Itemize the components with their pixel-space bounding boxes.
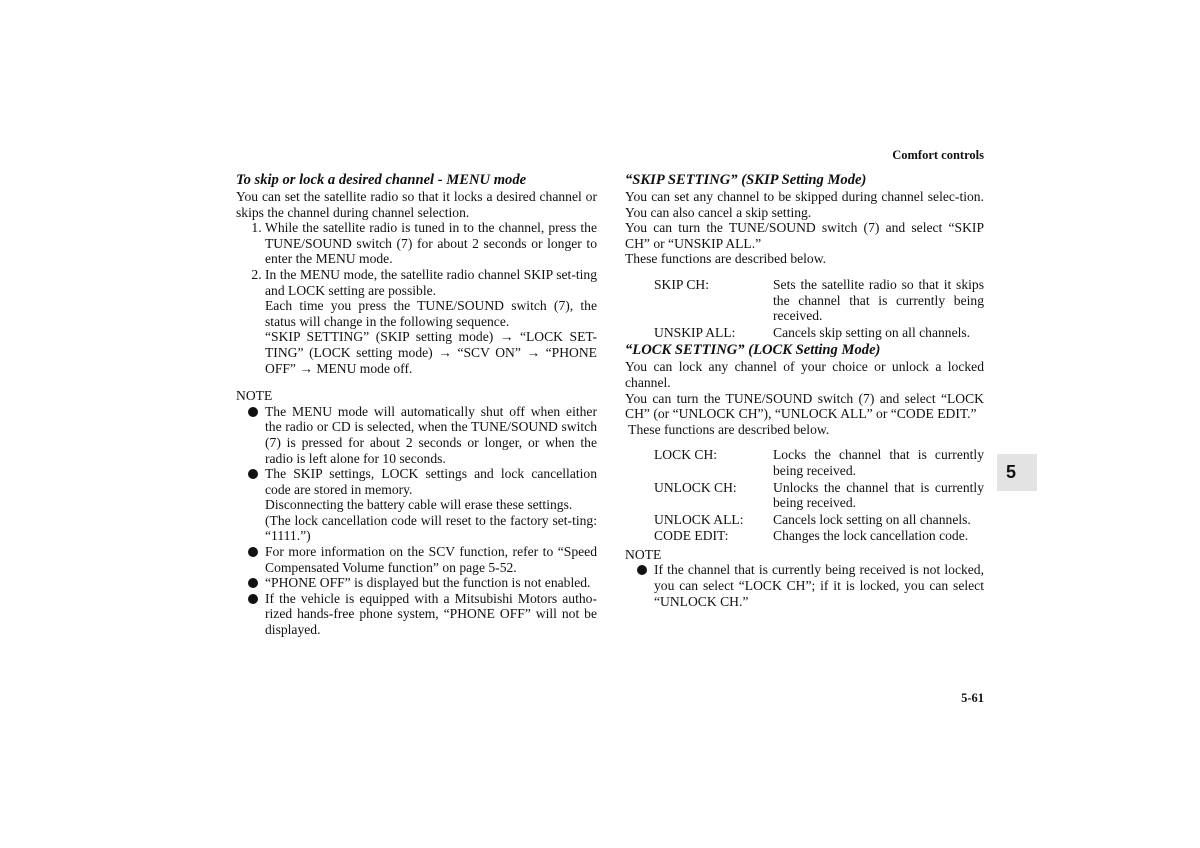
note-label: NOTE bbox=[625, 546, 662, 562]
list-item bbox=[236, 544, 597, 575]
note-text: For more information on the SCV function, refer to “Speed Compensated Volume function” on page 5-52. bbox=[265, 544, 597, 575]
definition-row bbox=[654, 325, 984, 341]
lock-definition-list bbox=[654, 447, 984, 544]
step-detail: Each time you press the TUNE/SOUND switch (7), the status will change in the following sequence. bbox=[265, 298, 597, 329]
chapter-tab: 5 bbox=[997, 454, 1037, 491]
running-header: Comfort controls bbox=[892, 148, 984, 162]
definition-term: UNLOCK ALL: bbox=[654, 511, 744, 527]
paragraph: You can lock any channel of your choice or unlock a locked channel. bbox=[625, 359, 984, 390]
note-text: “PHONE OFF” is displayed but the function is not enabled. bbox=[265, 575, 591, 591]
section-heading-lock-setting: “LOCK SETTING” (LOCK Setting Mode) bbox=[625, 342, 881, 359]
list-item bbox=[265, 220, 597, 267]
definition-desc: Unlocks the channel that is currently being received. bbox=[773, 479, 984, 511]
definition-row bbox=[654, 277, 984, 324]
intro-paragraph: You can set the satellite radio so that it locks a desired channel or skips the channel during channel selection. bbox=[236, 189, 597, 220]
note-text: The SKIP settings, LOCK settings and lock cancellation code are stored in memory. bbox=[265, 466, 597, 497]
section-heading-skip-lock: To skip or lock a desired channel - MENU mode bbox=[236, 172, 527, 188]
step-text: In the MENU mode, the satellite radio channel SKIP set-ting and LOCK setting are possible. bbox=[265, 266, 597, 298]
step-list bbox=[236, 220, 597, 376]
list-item bbox=[236, 575, 597, 591]
list-item bbox=[236, 404, 597, 466]
definition-term: CODE EDIT: bbox=[654, 528, 729, 544]
paragraph: You can turn the TUNE/SOUND switch (7) and select “SKIP CH” or “UNSKIP ALL.” bbox=[625, 220, 984, 251]
definition-term: SKIP CH: bbox=[654, 276, 710, 292]
note-list bbox=[236, 404, 597, 638]
note-detail: Disconnecting the battery cable will erase these settings. bbox=[265, 497, 573, 513]
list-item bbox=[236, 466, 597, 544]
section-heading-skip-setting: “SKIP SETTING” (SKIP Setting Mode) bbox=[625, 172, 867, 188]
definition-desc: Sets the satellite radio so that it skips the channel that is currently being received. bbox=[773, 276, 984, 324]
note-text: The MENU mode will automatically shut off when either the radio or CD is selected, when the TUNE/SOUND switch (7) is pressed for about 2 seconds or longer, or when the radio is left alone for 10 seconds. bbox=[265, 403, 597, 466]
page-number: 5-61 bbox=[961, 691, 984, 705]
step-text: While the satellite radio is tuned in to the channel, press the TUNE/SOUND switch (7) for about 2 seconds or longer to enter the MENU mode. bbox=[265, 220, 597, 267]
note-text: If the channel that is currently being received is not locked, you can select “LOCK CH”; if it is locked, you can select “UNLOCK CH.” bbox=[654, 562, 984, 609]
list-item bbox=[236, 591, 597, 638]
definition-desc: Locks the channel that is currently being received. bbox=[773, 447, 984, 478]
definition-row bbox=[654, 480, 984, 511]
definition-term: UNLOCK CH: bbox=[654, 479, 737, 495]
paragraph: These functions are described below. bbox=[625, 421, 830, 437]
note-detail: (The lock cancellation code will reset to the factory set-ting: “1111.”) bbox=[265, 512, 597, 544]
skip-definition-list bbox=[654, 277, 984, 340]
definition-row bbox=[654, 512, 984, 528]
list-item bbox=[625, 562, 984, 609]
list-item bbox=[265, 267, 597, 376]
definition-desc: Changes the lock cancellation code. bbox=[773, 528, 969, 544]
definition-term: UNSKIP ALL: bbox=[654, 324, 736, 340]
definition-row bbox=[654, 528, 984, 544]
definition-term: LOCK CH: bbox=[654, 447, 718, 463]
note-text: If the vehicle is equipped with a Mitsubishi Motors autho-rized hands-free phone system, “PHONE OFF” will not be displayed. bbox=[265, 590, 597, 638]
definition-desc: Cancels skip setting on all channels. bbox=[773, 324, 971, 340]
paragraph: These functions are described below. bbox=[625, 251, 827, 267]
step-sequence: “SKIP SETTING” (SKIP setting mode) → “LOCK SET-TING” (LOCK setting mode) → “SCV ON” → “PHONE OFF” → MENU mode off. bbox=[265, 329, 597, 376]
note-list bbox=[625, 562, 984, 609]
paragraph: You can set any channel to be skipped during channel selec-tion. You can also cancel a skip setting. bbox=[625, 189, 984, 220]
note-label: NOTE bbox=[236, 388, 273, 404]
left-column bbox=[236, 172, 597, 638]
definition-row bbox=[654, 447, 984, 478]
definition-desc: Cancels lock setting on all channels. bbox=[773, 511, 971, 527]
paragraph: You can turn the TUNE/SOUND switch (7) and select “LOCK CH” (or “UNLOCK CH”), “UNLOCK ALL” or “CODE EDIT.” bbox=[625, 390, 984, 422]
right-column bbox=[625, 172, 984, 609]
